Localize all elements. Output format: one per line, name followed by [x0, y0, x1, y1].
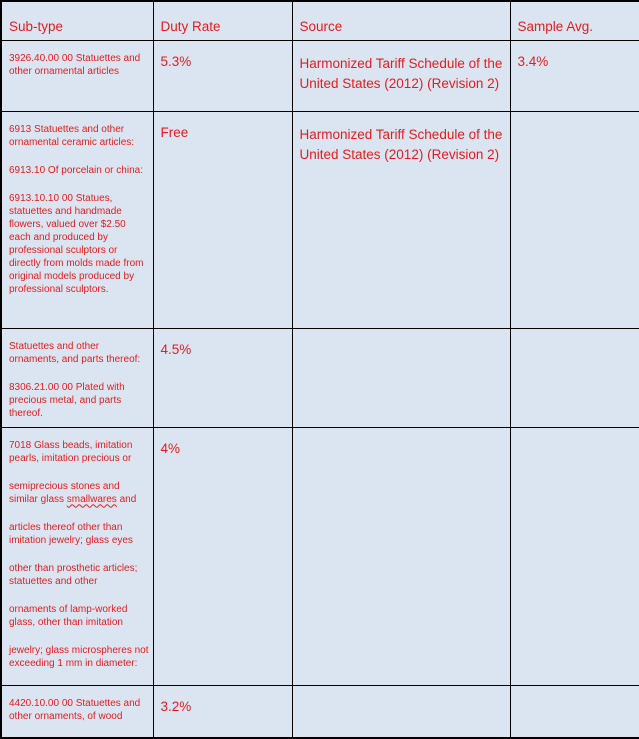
sub-type-paragraph: other than prosthetic articles; statuettes and other — [9, 562, 138, 587]
sub-type-paragraph: 6913.10.10 00 Statues, statuettes and handmade flowers, valued over $2.50 each and produced by professional sculptors or directly from molds made from original models produced by professional sculptors. — [9, 192, 144, 295]
cell-sample-avg — [510, 685, 639, 738]
sub-type-paragraph: 8306.21.00 00 Plated with precious metal, and parts thereof. — [9, 381, 125, 419]
cell-duty-rate: 4.5% — [153, 328, 292, 427]
sub-type-paragraph: 6913 Statuettes and other ornamental ceramic articles: — [9, 123, 135, 148]
sub-type-paragraph: semiprecious stones and similar glass smallwares and — [9, 480, 137, 505]
cell-source: Harmonized Tariff Schedule of the United States (2012) (Revision 2) — [292, 40, 510, 111]
column-header-sub-type: Sub-type — [1, 1, 153, 40]
column-header-duty-rate: Duty Rate — [153, 1, 292, 40]
table-row — [1, 427, 639, 685]
sub-type-paragraph: articles thereof other than imitation jewelry; glass eyes — [9, 521, 133, 546]
cell-source — [292, 328, 510, 427]
cell-source: Harmonized Tariff Schedule of the United States (2012) (Revision 2) — [292, 111, 510, 328]
column-header-source: Source — [292, 1, 510, 40]
cell-sub-type — [1, 328, 153, 427]
sub-type-paragraph: 3926.40.00 00 Statuettes and other ornamental articles — [9, 52, 141, 77]
cell-sub-type — [1, 40, 153, 111]
cell-source — [292, 685, 510, 738]
cell-duty-rate: 5.3% — [153, 40, 292, 111]
sub-type-paragraph: 6913.10 Of porcelain or china: — [9, 164, 143, 176]
cell-duty-rate: 3.2% — [153, 685, 292, 738]
table-row — [1, 40, 639, 111]
sub-type-paragraph: Statuettes and other ornaments, and parts thereof: — [9, 340, 141, 365]
column-header-sample-avg: Sample Avg. — [510, 1, 639, 40]
spellcheck-underline: smallwares — [66, 493, 117, 505]
cell-sample-avg — [510, 111, 639, 328]
sub-type-paragraph: 7018 Glass beads, imitation pearls, imitation precious or — [9, 439, 133, 464]
sub-type-paragraph: ornaments of lamp-worked glass, other than imitation — [9, 603, 128, 628]
cell-sample-avg — [510, 427, 639, 685]
table-row — [1, 685, 639, 738]
cell-sample-avg: 3.4% — [510, 40, 639, 111]
sub-type-paragraph: jewelry; glass microspheres not exceeding 1 mm in diameter: — [9, 644, 149, 669]
cell-sub-type — [1, 427, 153, 685]
cell-sample-avg — [510, 328, 639, 427]
table-header-row — [1, 1, 639, 40]
cell-duty-rate: 4% — [153, 427, 292, 685]
cell-sub-type — [1, 111, 153, 328]
table-row — [1, 111, 639, 328]
cell-duty-rate: Free — [153, 111, 292, 328]
sub-type-paragraph: 4420.10.00 00 Statuettes and other ornaments, of wood — [9, 697, 141, 722]
cell-source — [292, 427, 510, 685]
cell-sub-type — [1, 685, 153, 738]
table-row — [1, 328, 639, 427]
